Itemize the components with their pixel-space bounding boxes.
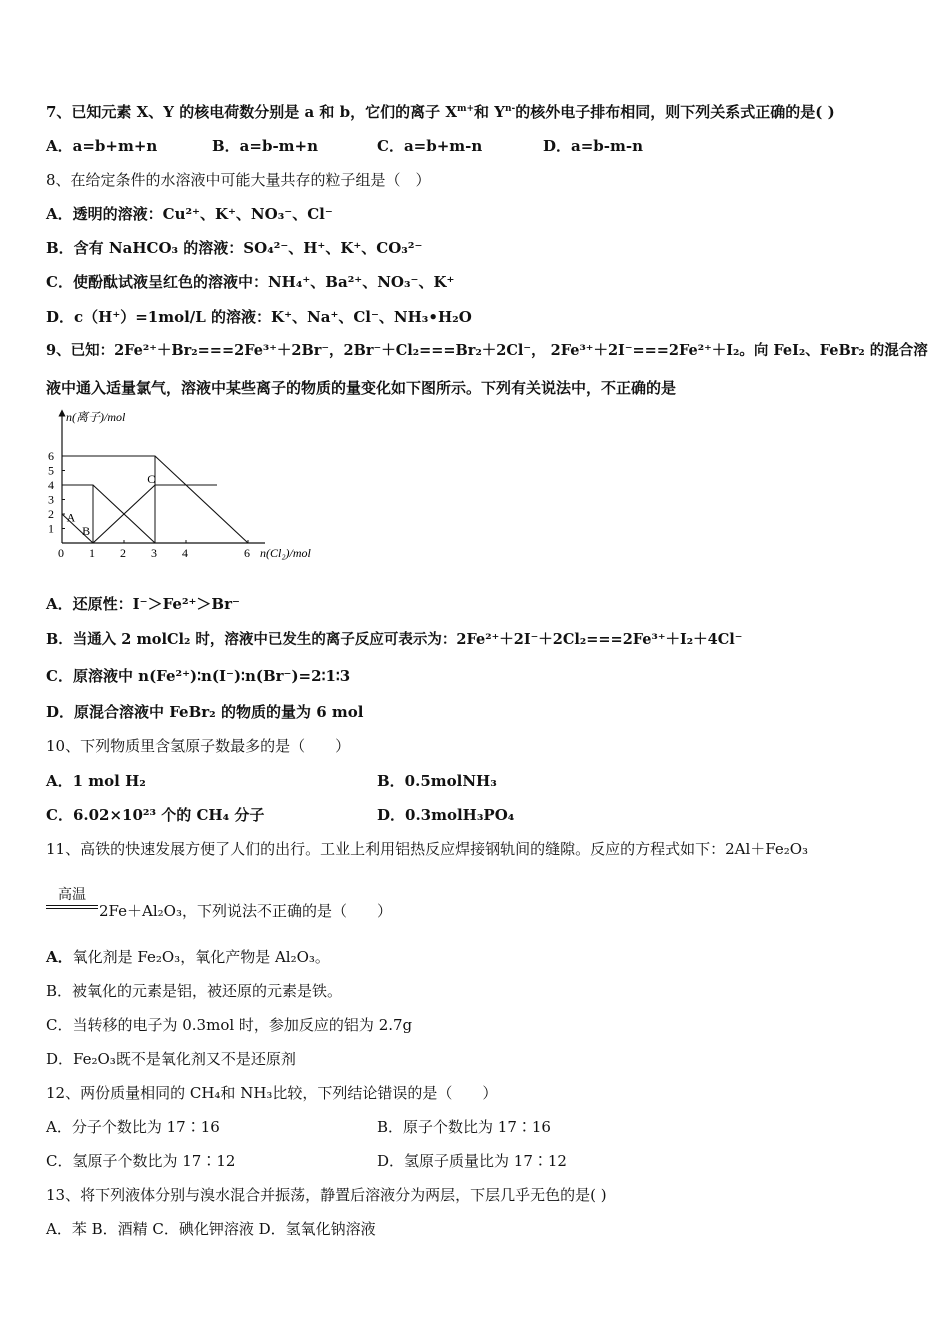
q7-option-c: C．a=b+m-n	[377, 137, 483, 155]
q8-option-d: D．c（H⁺）=1mol/L 的溶液：K⁺、Na⁺、Cl⁻、NH₃•H₂O	[46, 308, 472, 326]
q9-option-c: C．原溶液中 n(Fe²⁺)∶n(I⁻)∶n(Br⁻)=2∶1∶3	[46, 667, 351, 685]
q11-option-c: C．当转移的电子为 0.3mol 时，参加反应的铝为 2.7g	[46, 1016, 413, 1034]
x-tick-label: 6	[244, 546, 250, 560]
q10-stem: 10、下列物质里含氢原子数最多的是（ ）	[46, 737, 351, 755]
q7-option-b: B．a=b-m+n	[212, 137, 319, 155]
x-tick-label: 4	[182, 546, 188, 560]
q7-option-d: D．a=b-m-n	[543, 137, 644, 155]
q7-option-a: A．a=b+m+n	[46, 137, 158, 155]
x-tick-label: 0	[58, 546, 64, 560]
q13-options: A．苯 B．酒精 C．碘化钾溶液 D．氢氧化钠溶液	[46, 1220, 376, 1238]
ion-amount-chart	[40, 405, 340, 565]
point-label: B	[82, 524, 91, 539]
q11-option-a-text: 氧化剂是 Fe₂O₃，氧化产物是 Al₂O₃。	[72, 948, 330, 966]
q11-stem-line1: 11、高铁的快速发展方便了人们的出行。工业上利用铝热反应焊接钢轨间的缝隙。反应的方程式如下：2Al＋Fe₂O₃	[46, 840, 809, 858]
q8-option-a: A．透明的溶液：Cu²⁺、K⁺、NO₃⁻、Cl⁻	[46, 205, 333, 223]
q11-option-d: D．Fe₂O₃既不是氧化剂又不是还原剂	[46, 1050, 296, 1068]
q12-option-a: A．分子个数比为 17∶16	[46, 1118, 220, 1136]
q8-option-c: C．使酚酞试液呈红色的溶液中：NH₄⁺、Ba²⁺、NO₃⁻、K⁺	[46, 273, 455, 291]
point-label: C	[147, 471, 156, 486]
series-line-2	[62, 485, 155, 543]
q10-option-b: B．0.5molNH₃	[377, 772, 497, 790]
y-tick-label: 1	[48, 521, 54, 536]
y-tick-label: 3	[48, 492, 54, 507]
q12-option-b: B．原子个数比为 17∶16	[377, 1118, 551, 1136]
q9-stem-line1: 9、已知：2Fe²⁺＋Br₂===2Fe³⁺＋2Br⁻，2Br⁻＋Cl₂===Br₂＋2Cl⁻， 2Fe³⁺＋2I⁻===2Fe²⁺＋I₂。向 FeI₂、FeBr₂ 的混合溶	[46, 342, 928, 359]
q7-stem: 7、已知元素 X、Y 的核电荷数分别是 a 和 b，它们的离子 $X^{m+}$和 $Y^{n-}$的核外电子排布相同，则下列关系式正确的是( )	[46, 103, 835, 121]
x-tick-label: 3	[151, 546, 157, 560]
q11-option-b: B．被氧化的元素是铝，被还原的元素是铁。	[46, 982, 343, 1000]
q8-stem: 8、在给定条件的水溶液中可能大量共存的粒子组是（ ）	[46, 171, 431, 189]
q10-option-a: A．1 mol H₂	[46, 772, 146, 790]
q11-option-a: A．氧化剂是 Fe₂O₃，氧化产物是 Al₂O₃。	[46, 948, 330, 966]
y-tick-label: 4	[48, 478, 54, 492]
q9-stem-line2: 液中通入适量氯气，溶液中某些离子的物质的量变化如下图所示。下列有关说法中，不正确的是	[46, 379, 677, 397]
q9-option-a: A．还原性：I⁻＞Fe²⁺＞Br⁻	[46, 595, 240, 613]
equals-sign	[46, 905, 98, 909]
q11-stem-line2: 2Fe＋Al₂O₃，下列说法不正确的是（ ）	[99, 902, 392, 920]
q10-option-c: C．6.02×10²³ 个的 CH₄ 分子	[46, 806, 265, 824]
x-axis-label: n(Cl₂)/mol	[260, 546, 311, 560]
y-tick-label: 5	[48, 463, 54, 478]
point-label: A	[66, 510, 76, 525]
reaction-condition-label: 高温	[58, 887, 86, 903]
y-axis-label: n(离子)/mol	[66, 410, 126, 424]
q9-option-b: B．当通入 2 molCl₂ 时，溶液中已发生的离子反应可表示为：2Fe²⁺＋2I⁻＋2Cl₂===2Fe³⁺＋I₂＋4Cl⁻	[46, 631, 743, 648]
q12-stem: 12、两份质量相同的 CH₄和 NH₃比较，下列结论错误的是（ ）	[46, 1084, 498, 1102]
x-tick-label: 2	[120, 546, 126, 560]
q12-option-d: D．氢原子质量比为 17∶12	[377, 1152, 567, 1170]
reaction-condition	[46, 887, 98, 909]
x-tick-label: 1	[89, 546, 95, 560]
q8-option-b: B．含有 NaHCO₃ 的溶液：SO₄²⁻、H⁺、K⁺、CO₃²⁻	[46, 239, 423, 257]
y-tick-label: 2	[48, 507, 54, 521]
q10-option-d: D．0.3molH₃PO₄	[377, 806, 515, 824]
q9-option-d: D．原混合溶液中 FeBr₂ 的物质的量为 6 mol	[46, 703, 364, 721]
y-tick-label: 6	[48, 449, 54, 463]
q12-option-c: C．氢原子个数比为 17∶12	[46, 1152, 236, 1170]
q13-stem: 13、将下列液体分别与溴水混合并振荡，静置后溶液分为两层，下层几乎无色的是( )	[46, 1186, 607, 1204]
